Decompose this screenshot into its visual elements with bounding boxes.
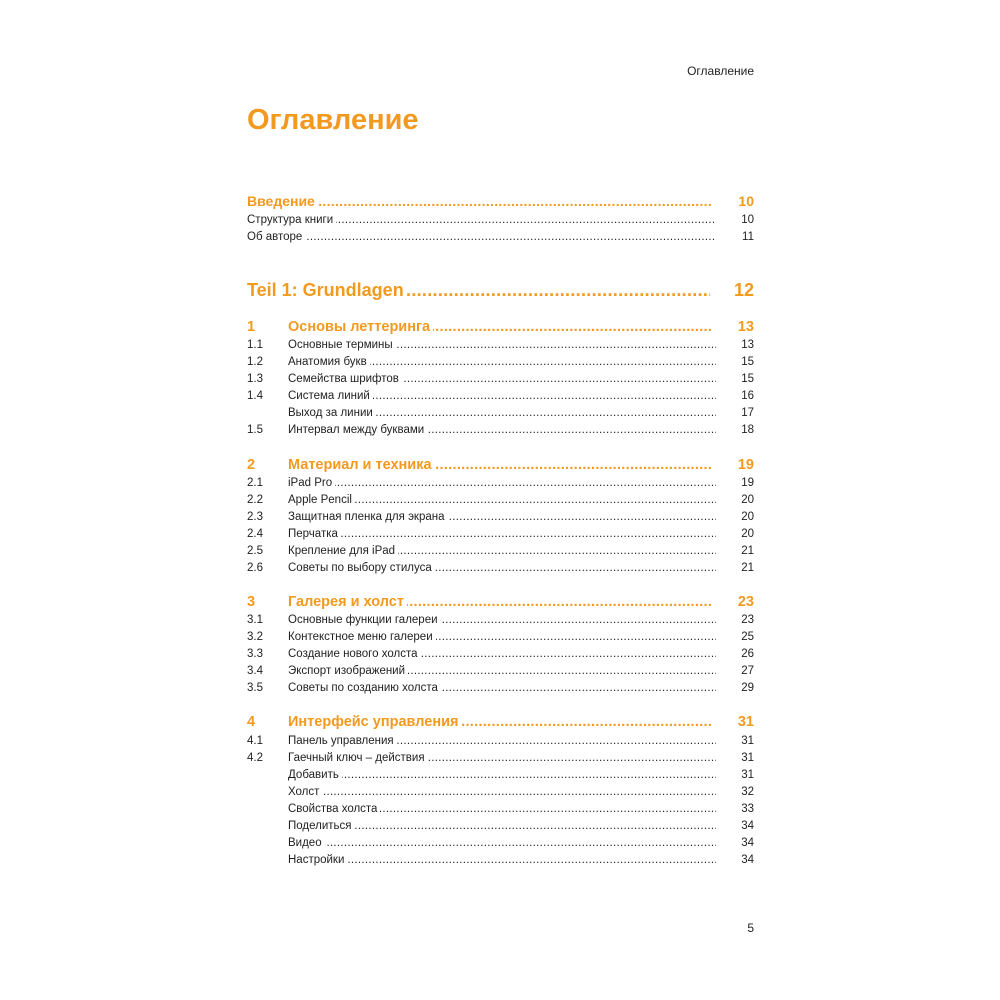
toc-entry-title: Защитная пленка для экрана [288,508,448,526]
toc-entry[interactable] [247,318,754,336]
toc-entry-page: 20 [741,511,754,523]
toc-entry[interactable] [247,679,754,697]
toc-entry-title: Советы по выбору стилуса [288,559,435,577]
toc-entry[interactable] [247,851,754,869]
toc-entry-title: Контекстное меню галереи [288,628,436,646]
toc-entry-page: 19 [741,477,754,489]
toc-entry-page: 23 [737,594,754,610]
toc-entry-title: Основные функции галереи [288,611,441,629]
toc-entry-page: 34 [741,820,754,832]
toc-entry[interactable] [247,474,754,492]
toc-entry-number: 3.3 [247,648,263,660]
toc-entry[interactable] [247,228,754,246]
toc-entry-page: 31 [741,769,754,781]
running-header: Оглавление [687,64,754,78]
toc-entry[interactable] [247,593,754,611]
toc-entry[interactable] [247,628,754,646]
toc-entry-number: 2.6 [247,562,263,574]
toc-entry-title: Галерея и холст [288,593,407,611]
toc-entry-title: Анатомия букв [288,353,370,371]
toc-entry-title: Поделиться [288,817,355,835]
toc-dot-leader [288,851,716,869]
toc-entry[interactable] [247,713,754,731]
toc-entry[interactable] [247,192,754,210]
toc-entry-page: 10 [741,214,754,226]
toc-entry[interactable] [247,211,754,229]
toc-entry-number: 3.4 [247,665,263,677]
toc-entry-page: 12 [733,280,754,300]
toc-entry-page: 27 [741,665,754,677]
toc-entry-page: 10 [738,193,754,209]
toc-entry-page: 33 [741,803,754,815]
toc-entry-number: 2.5 [247,545,263,557]
toc-entry-title: Выход за линии [288,404,376,422]
toc-entry-page: 34 [741,854,754,866]
page-number: 5 [747,921,754,935]
toc-entry[interactable] [247,645,754,663]
toc-entry[interactable] [247,662,754,680]
toc-entry[interactable] [247,559,754,577]
toc-entry-title: Teil 1: Grundlagen [247,278,407,302]
toc-entry[interactable] [247,404,754,422]
toc-entry-title: Структура книги [247,211,336,229]
toc-entry[interactable] [247,370,754,388]
toc-entry-number: 4.1 [247,735,263,747]
toc-entry-number: 3.1 [247,614,263,626]
toc-entry-page: 20 [741,494,754,506]
toc-entry-title: Крепление для iPad [288,542,398,560]
toc-entry-title: Свойства холста [288,800,380,818]
toc-entry[interactable] [247,542,754,560]
toc-entry-number: 3 [247,594,256,610]
toc-entry[interactable] [247,456,754,474]
toc-entry-title: iPad Pro [288,474,335,492]
toc-entry-page: 21 [741,562,754,574]
toc-entry-number: 1.3 [247,373,263,385]
page-title: Оглавление [247,104,419,136]
toc-entry[interactable] [247,421,754,439]
toc-entry-title: Об авторе [247,228,305,246]
toc-entry-number: 2 [247,457,256,473]
toc-entry-page: 29 [741,682,754,694]
toc-entry[interactable] [247,525,754,543]
toc-entry-title: Добавить [288,766,342,784]
toc-entry-title: Введение [247,192,318,210]
toc-entry[interactable] [247,749,754,767]
toc-entry-title: Панель управления [288,732,397,750]
toc-entry[interactable] [247,783,754,801]
toc-entry-page: 11 [742,231,754,243]
toc-entry-number: 2.2 [247,494,263,506]
toc-entry-page: 31 [741,735,754,747]
toc-entry-page: 15 [741,373,754,385]
toc-entry-page: 31 [741,752,754,764]
toc-entry[interactable] [247,508,754,526]
toc-entry[interactable] [247,766,754,784]
toc-dot-leader [288,525,716,543]
toc-entry-page: 13 [741,339,754,351]
toc-entry[interactable] [247,611,754,629]
toc-entry-number: 1.1 [247,339,263,351]
toc-dot-leader [247,228,716,246]
toc-entry-title: Материал и техника [288,456,435,474]
toc-entry[interactable] [247,353,754,371]
toc-entry-title: Основные термины [288,336,396,354]
toc-entry-page: 13 [737,319,754,335]
toc-entry-number: 2.3 [247,511,263,523]
toc-entry-title: Экспорт изображений [288,662,408,680]
toc-entry-page: 20 [741,528,754,540]
toc-entry-page: 15 [741,356,754,368]
toc-entry-page: 21 [741,545,754,557]
toc-entry-page: 34 [741,837,754,849]
toc-entry-number: 4 [247,714,256,730]
toc-entry-number: 1.5 [247,424,263,436]
toc-entry-page: 25 [741,631,754,643]
toc-entry-number: 1.4 [247,390,263,402]
toc-entry-title: Семейства шрифтов [288,370,402,388]
toc-entry-title: Гаечный ключ – действия [288,749,428,767]
toc-entry-page: 19 [737,457,754,473]
toc-entry-page: 23 [741,614,754,626]
toc-entry-title: Настройки [288,851,347,869]
toc-entry[interactable] [247,834,754,852]
toc-entry-page: 16 [741,390,754,402]
toc-entry-title: Интервал между буквами [288,421,427,439]
toc-entry-title: Перчатка [288,525,341,543]
toc-dot-leader [288,474,716,492]
toc-dot-leader [288,783,716,801]
toc-entry[interactable] [247,732,754,750]
toc-entry-number: 3.5 [247,682,263,694]
toc-entry-page: 17 [741,407,754,419]
toc-entry-number: 2.4 [247,528,263,540]
toc-entry[interactable] [247,278,754,302]
toc-entry-page: 32 [741,786,754,798]
toc-entry[interactable] [247,817,754,835]
toc-entry-title: Система линий [288,387,373,405]
toc-entry-number: 1.2 [247,356,263,368]
toc-entry-number: 3.2 [247,631,263,643]
toc-entry-title: Советы по созданию холста [288,679,441,697]
toc-entry[interactable] [247,491,754,509]
toc-entry[interactable] [247,387,754,405]
toc-entry-page: 26 [741,648,754,660]
toc-entry-title: Apple Pencil [288,491,355,509]
toc-entry-title: Холст [288,783,322,801]
toc-entry-title: Основы леттеринга [288,318,433,336]
toc-entry-title: Видео [288,834,325,852]
toc-entry-number: 2.1 [247,477,263,489]
toc-entry-page: 31 [737,714,754,730]
toc-dot-leader [288,834,716,852]
toc-dot-leader [288,766,716,784]
toc-entry-number: 4.2 [247,752,263,764]
toc-entry[interactable] [247,336,754,354]
toc-entry[interactable] [247,800,754,818]
toc-entry-number: 1 [247,319,256,335]
toc-entry-page: 18 [741,424,754,436]
toc-entry-title: Создание нового холста [288,645,420,663]
toc-entry-title: Интерфейс управления [288,713,461,731]
